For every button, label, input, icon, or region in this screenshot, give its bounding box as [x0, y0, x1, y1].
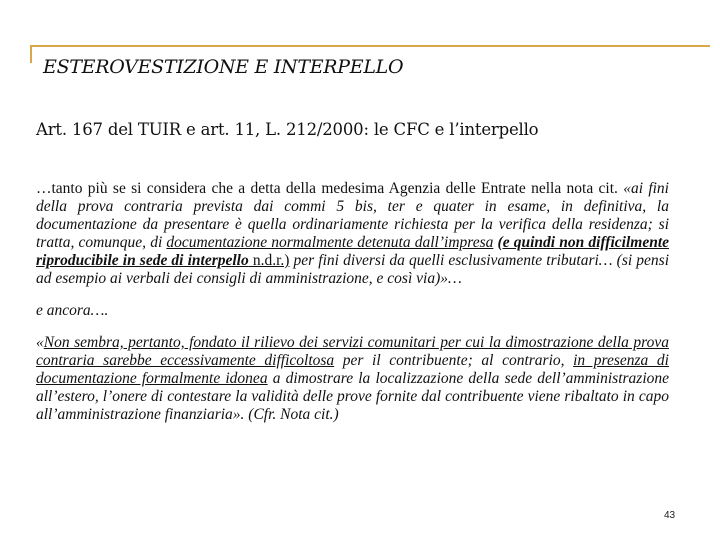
- paragraph1-underlined: documentazione normalmente detenuta dall’impresa: [166, 234, 494, 251]
- paragraph-e-ancora: e ancora….: [36, 302, 109, 319]
- slide-title: ESTEROVESTIZIONE E INTERPELLO: [43, 56, 404, 78]
- title-frame-left-line: [30, 45, 32, 63]
- paragraph-nota-cit: [36, 334, 669, 424]
- paragraph3-underlined-2: in presenza di documentazione formalmente idonea: [36, 352, 669, 387]
- paragraph1-ndr: n.d.r.): [248, 252, 290, 269]
- paragraph-quote-agenzia: [36, 180, 669, 288]
- paragraph3-open-quote: «: [36, 334, 44, 351]
- page-number: 43: [664, 510, 676, 521]
- paragraph3-middle: per il contribuente; al contrario,: [334, 352, 574, 369]
- paragraph3-underlined-1: Non sembra, pertanto, fondato il rilievo dei servizi comunitari per cui la dimostrazione della prova contraria sarebbe eccessivamente difficoltosa: [36, 334, 669, 369]
- paragraph1-bold-underlined: (e quindi non difficilmente riproducibile in sede di interpello: [36, 234, 670, 269]
- paragraph1-intro: …tanto più se si considera che a detta della medesima Agenzia delle Entrate nella nota cit.: [36, 180, 624, 197]
- paragraph3-closing: a dimostrare la localizzazione della sede dell’amministrazione all’estero, l’onere di contestare la validità delle prove fornite dal contribuente viene ribaltato in capo all’amministrazione finanziaria». (Cfr. Nota cit.): [36, 370, 670, 423]
- paragraph1-closing: per fini diversi da quelli esclusivamente tributari… (si pensi ad esempio ai verbali dei consigli di amministrazione, e così via)»…: [36, 252, 670, 287]
- slide-subtitle: Art. 167 del TUIR e art. 11, L. 212/2000: le CFC e l’interpello: [36, 120, 539, 139]
- slide-body: [36, 180, 669, 424]
- title-frame-top-line: [30, 45, 710, 47]
- paragraph1-quote: «ai fini della prova contraria prevista dai commi 5 bis, ter e quater in esame, in definitiva, la documentazione da presentare è quella ordinariamente richiesta per la verifica della residenza; si tratta, comunque, di: [36, 180, 669, 251]
